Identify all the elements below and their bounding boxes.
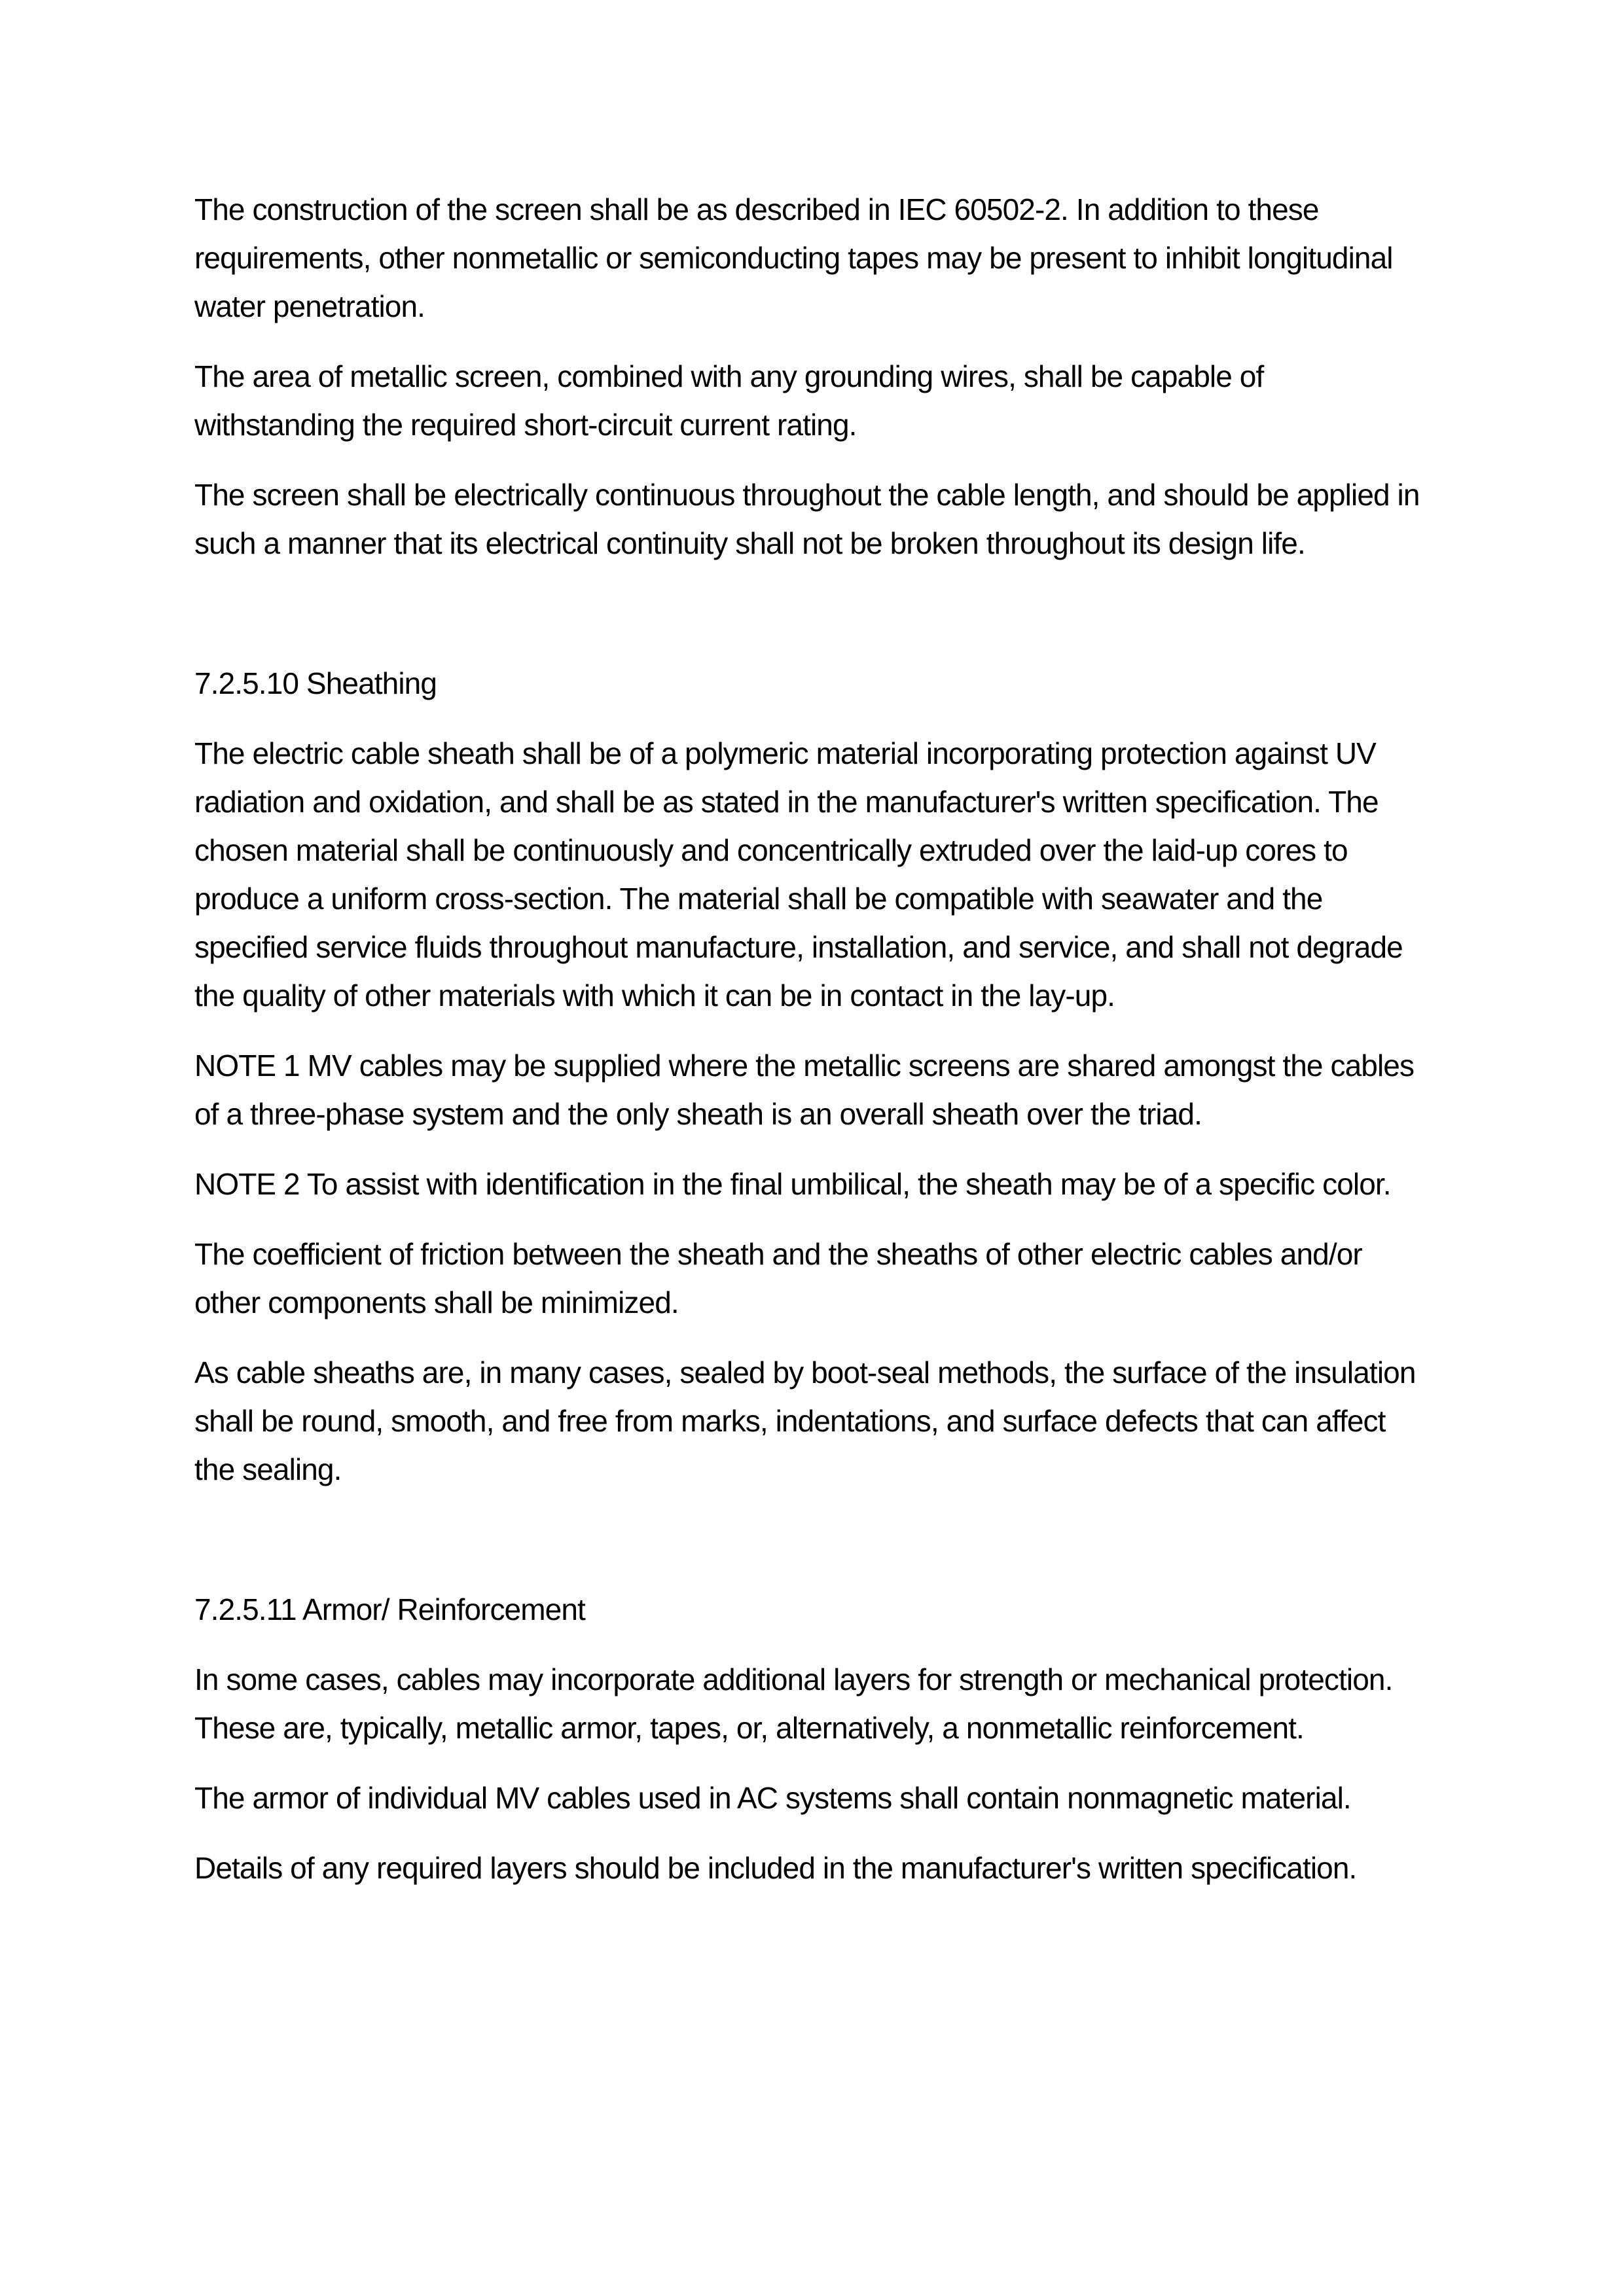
section-heading: 7.2.5.11 Armor/ Reinforcement [194,1592,585,1626]
paragraph: The screen shall be electrically continuous throughout the cable length, and should be applied in such a manner that its electrical continuity shall not be broken throughout its design life. [194,478,1420,560]
paragraph: As cable sheaths are, in many cases, sealed by boot-seal methods, the surface of the insulation shall be round, smooth, and free from marks, indentations, and surface defects that can affect the sealing. [194,1355,1416,1486]
paragraph: Details of any required layers should be included in the manufacturer's written specification. [194,1851,1357,1885]
paragraph: The area of metallic screen, combined with any grounding wires, shall be capable of withstanding the required short-circuit current rating. [194,359,1264,442]
paragraph: The electric cable sheath shall be of a polymeric material incorporating protection against UV radiation and oxidation, and shall be as stated in the manufacturer's written specification. The chosen material shall be continuously and concentrically extruded over the laid-up cores to produce a uniform cross-section. The material shall be compatible with seawater and the specified service fluids throughout manufacture, installation, and service, and shall not degrade the quality of other materials with which it can be in contact in the lay-up. [194,736,1403,1013]
paragraph: In some cases, cables may incorporate additional layers for strength or mechanical protection. These are, typically, metallic armor, tapes, or, alternatively, a nonmetallic reinforcement. [194,1662,1393,1745]
document-body [194,185,1428,1914]
paragraph: The construction of the screen shall be as described in IEC 60502-2. In addition to these requirements, other nonmetallic or semiconducting tapes may be present to inhibit longitudinal water penetration. [194,192,1393,323]
paragraph: The coefficient of friction between the sheath and the sheaths of other electric cables and/or other components shall be minimized. [194,1237,1362,1319]
paragraph: The armor of individual MV cables used in AC systems shall contain nonmagnetic material. [194,1781,1351,1815]
section-heading: 7.2.5.10 Sheathing [194,666,437,700]
paragraph: NOTE 1 MV cables may be supplied where the metallic screens are shared amongst the cables of a three-phase system and the only sheath is an overall sheath over the triad. [194,1049,1415,1131]
paragraph: NOTE 2 To assist with identification in the final umbilical, the sheath may be of a specific color. [194,1167,1391,1201]
